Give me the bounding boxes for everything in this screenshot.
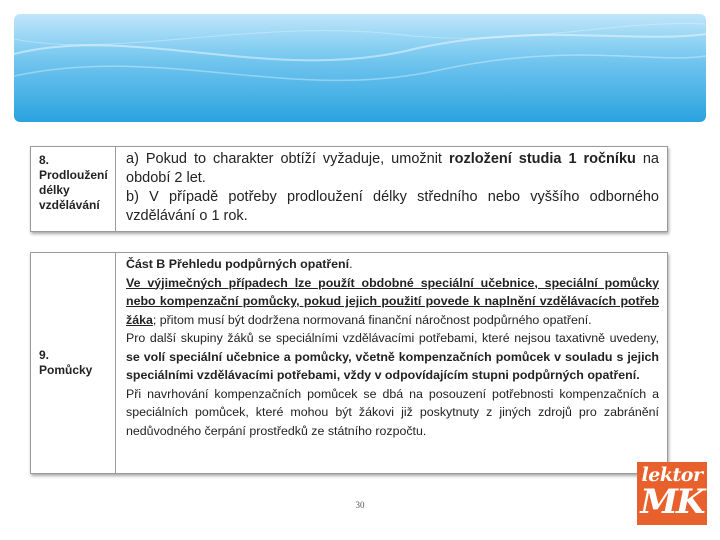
paragraph-other-groups-emphasis: se volí speciální učebnice a pomůcky, včetně kompenzačních pomůcek v souladu s jejich speciálními vzdělávacími potřebami, vždy v odpovídajícím stupni podpůrných opatření. <box>126 349 659 382</box>
item-a-emphasis: rozložení studia 1 ročníku <box>448 151 636 167</box>
row-number: 9. <box>39 348 50 362</box>
paragraph-other-groups: Pro další skupiny žáků se speciálními vzdělávacími potřebami, které nejsou taxativně uvedeny, se volí speciální učebnice a pomůcky, včetně kompenzačních pomůcek v souladu s jejich speciálními vzdělávacími potřebami, vždy v odpovídajícím stupni podpůrných opatření. <box>126 331 659 382</box>
row-label-line-3: vzdělávání <box>39 198 100 212</box>
row-label-line-2: délky <box>39 183 70 197</box>
row-content-cell <box>116 252 668 474</box>
item-a: a) Pokud to charakter obtíží vyžaduje, umožnit rozložení studia 1 ročníku na období 2 let. <box>126 151 659 186</box>
paragraph-compensation: Při navrhování kompenzačních pomůcek se dbá na posouzení potřebnosti kompenzačních a speciálních pomůcek, které mohou být žákovi již poskytnuty z jiných zdrojů pro zabránění nedůvodného čerpání prostředků ze státního rozpočtu. <box>126 386 659 438</box>
logo-text-top: lektor <box>641 464 703 486</box>
item-b: b) V případě potřeby prodloužení délky středního nebo vyššího odborného vzdělávání o 1 rok. <box>126 189 659 224</box>
row-label-line-1: Prodloužení <box>39 168 108 182</box>
table-row-pomucky <box>30 252 668 474</box>
banner-wave-decoration <box>14 14 706 122</box>
logo-text-bottom: MK <box>640 482 704 522</box>
lektor-mk-logo <box>637 462 707 525</box>
table-row-prodlouzeni <box>30 146 668 232</box>
page-number: 30 <box>355 500 365 510</box>
row-content-cell <box>116 146 668 232</box>
row-number: 8. <box>39 153 50 167</box>
header-banner <box>14 14 706 122</box>
row-label-cell <box>30 252 116 474</box>
section-heading: Část B Přehledu podpůrných opatření. <box>126 257 353 271</box>
paragraph-exceptions-emphasis: Ve výjimečných případech lze použít obdobné speciální učebnice, speciální pomůcky nebo kompenzační pomůcky, pokud jejich použití povede k naplnění vzdělávacích potřeb žáka <box>126 275 659 327</box>
paragraph-exceptions: Ve výjimečných případech lze použít obdobné speciální učebnice, speciální pomůcky nebo kompenzační pomůcky, pokud jejich použití povede k naplnění vzdělávacích potřeb žáka; přitom musí být dodržena normovaná finanční náročnost podpůrného opatření. <box>126 275 659 327</box>
row-label-cell <box>30 146 116 232</box>
row-label: Pomůcky <box>39 363 93 377</box>
